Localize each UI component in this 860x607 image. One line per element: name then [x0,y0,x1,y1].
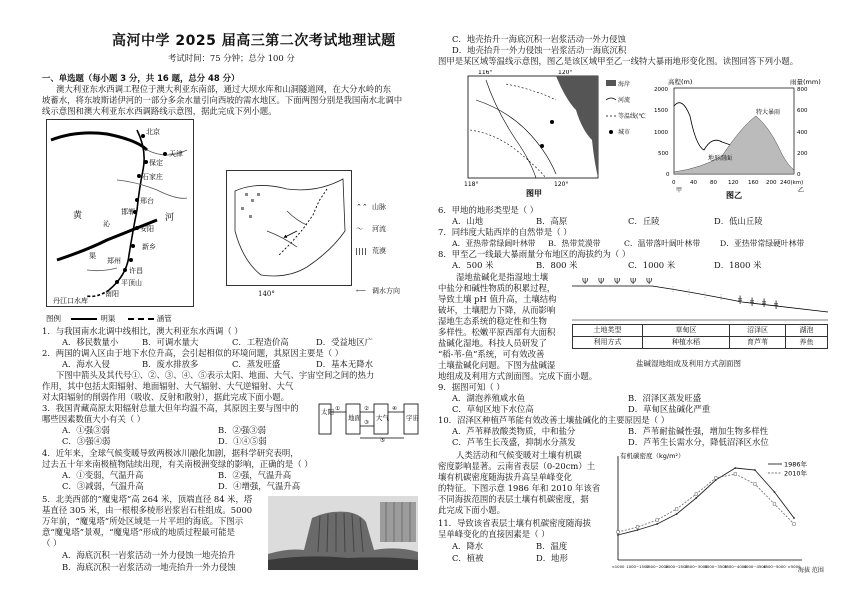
x-tick-label: 1500~2000 [645,564,669,569]
q7-option-d[interactable]: D．亚热带常绿硬叶林带 [720,239,805,248]
q4-option-a[interactable]: A．①变弱，气温升高 [62,470,144,480]
q10-option-c[interactable]: C．芦苇生长茂盛，抑制水分蒸发 [452,437,576,447]
q8-option-c[interactable]: C．1000 米 [628,260,676,270]
svg-text:太阳: 太阳 [321,408,334,416]
q5-option-d[interactable]: D．地壳抬升一外力侵蚀一岩浆活动一海底沉积 [452,45,627,55]
q1-option-c[interactable]: C．工程造价高 [232,337,289,347]
wetland-table: 土地类型 草甸区 沼泽区 湖泡 利用方式 种植水稻 育芦苇 养鱼 [572,324,828,349]
energy-diagram [318,402,422,442]
svg-text:石家庄: 石家庄 [142,173,163,181]
x-axis-label: 海拔 范围 [798,567,824,574]
q11-option-d[interactable]: D．地形 [536,553,568,563]
svg-text:高程(m): 高程(m) [668,78,693,86]
series-line-1 [618,474,794,532]
svg-text:郑州: 郑州 [107,257,121,265]
svg-text:ǂ: ǂ [738,295,743,305]
legend-label: 2010年 [784,469,808,478]
q7-option-a[interactable]: A．亚热带常绿阔叶林带 [452,239,536,248]
q9-option-b[interactable]: B．沼泽区蒸发旺盛 [628,393,702,403]
q1-option-d[interactable]: D．受益地区广 [316,337,373,347]
page-title: 高河中学 2025 届高三第二次考试地理试题 [112,33,396,49]
svg-text:⫶: ⫶ [688,288,690,297]
svg-text:地形剖面: 地形剖面 [708,155,733,162]
svg-text:ǂ: ǂ [774,300,779,310]
svg-text:邢台: 邢台 [140,197,154,205]
question-2: 2．两国的调入区由于地下水位升高，会引起相似的环境问题，其原因主要是（ ） [42,348,344,358]
question-10: 10．沼泽区种植芦苇能有效改善土壤盐碱化的主要原因是（ ） [438,415,670,425]
q8-option-a[interactable]: A．500 米 [452,260,494,270]
svg-text:0: 0 [666,172,670,178]
q8-option-b[interactable]: B．800 米 [536,260,578,270]
soil-carbon-text: 的特征。下图示意 1986 年和 2010 年该省 [438,483,601,493]
svg-text:⑤: ⑤ [380,438,385,442]
question-5-cont: 万年前，“魔鬼塔”所处区域是一片平坦的海底。下图示 [42,516,244,526]
svg-text:Ψ: Ψ [614,277,621,286]
x-tick-label: 3500~4000 [724,564,747,569]
svg-text:保定: 保定 [149,159,163,167]
svg-text:丹江口水库: 丹江口水库 [53,297,88,305]
soil-carbon-text: 此完成下面小题。 [438,505,505,515]
svg-text:Ψ: Ψ [630,277,637,286]
svg-text:40: 40 [690,180,697,186]
q3-option-c[interactable]: C．③强④弱 [62,436,111,446]
svg-text:城市: 城市 [618,129,631,136]
wetland-text: “稻-苇-鱼”系统，可有效改善 [438,349,545,359]
svg-text:800: 800 [797,87,808,93]
data-point [695,497,697,499]
svg-text:200: 200 [797,151,808,157]
data-point [793,517,795,519]
data-point [734,473,737,476]
q10-option-a[interactable]: A．芦苇释放酸类物质，中和盐分 [452,426,576,436]
svg-text:Ψ: Ψ [646,277,653,286]
x-tick-label: 2000~2500 [665,564,688,569]
svg-text:1500: 1500 [654,108,668,114]
svg-text:许昌: 许昌 [129,267,143,275]
energy-intro: 对太阳辐射的削弱作用（吸收、反射和散射），据此完成下面小题。 [42,392,290,402]
data-point [754,483,757,486]
question-3-cont: 哪些因素数值大小有关（ ） [42,414,146,424]
svg-text:120°: 120° [554,181,569,188]
q5-option-c[interactable]: C．地壳抬升一海底沉积一岩浆活动一外力侵蚀 [452,34,626,44]
question-4: 4．近年来，全球气候变暖导致两极冰川融化加剧，据科学研究表明， [42,448,299,458]
svg-text:海岸: 海岸 [618,81,631,88]
q2-option-c[interactable]: C．蒸发旺盛 [232,359,281,369]
svg-text:黄: 黄 [73,211,83,221]
svg-text:120: 120 [728,180,739,186]
svg-text:③: ③ [364,420,369,426]
question-5-cont: 基直径 305 米，由一根根多棱形岩浆岩石柱组成。5000 [42,505,253,515]
svg-text:渠: 渠 [89,252,96,260]
svg-text:⫶: ⫶ [704,291,706,300]
q5-option-a[interactable]: A．海底沉积一岩浆活动一外力侵蚀一地壳抬升 [62,550,236,560]
wetland-text: 多样性。松嫩平原西部有大面积 [438,327,556,337]
x-tick-label: 1000~1500 [626,564,649,569]
svg-text:②: ② [364,406,369,412]
q11-option-c[interactable]: C．植被 [452,553,484,563]
data-point [636,526,639,529]
q10-option-b[interactable]: B．芦苇耐盐碱性强，增加生物多样性 [628,426,769,436]
wetland-text: 地组成及利用方式剖面图。完成下面小题。 [438,371,598,381]
svg-text:雨量(mm): 雨量(mm) [790,78,821,86]
data-point [656,519,659,522]
section-heading: 一、单选题（每小题 3 分，共 16 题，总分 48 分） [42,73,240,83]
q2-option-d[interactable]: D．基本无降水 [316,359,373,369]
question-7: 7．同纬度大陆西岸的自然带是（ ） [438,227,572,237]
legend-label: 1986年 [784,460,808,469]
q11-option-b[interactable]: B．温度 [536,541,568,551]
svg-text:80: 80 [710,180,717,186]
question-5: 5．北美西部的“魔鬼塔”高 264 米，顶端直径 84 米，塔 [42,494,253,504]
svg-text:240(km): 240(km) [780,180,804,186]
data-point [734,467,736,469]
question-9: 9．据图可知（ ） [438,382,505,392]
svg-text:0: 0 [797,172,801,178]
q7-option-b[interactable]: B．热带荒漠带 [548,239,601,248]
svg-text:400: 400 [797,130,808,136]
question-3: 3．我国青藏高原太阳辐射总量大但年均温不高，其原因主要与图中的 [42,403,299,413]
x-tick-label: 2500~3000 [684,564,708,569]
svg-text:⫶: ⫶ [672,285,674,294]
question-5-cont: （ ） [42,538,62,548]
isotherm-map-jia [456,70,646,198]
svg-text:新乡: 新乡 [142,243,156,251]
q3-option-a[interactable]: A．①强③弱 [62,425,110,435]
question-1: 1．与我国南水北调中线相比，澳大利亚东水西调（ ） [42,326,243,336]
china-water-transfer-map [46,119,194,307]
x-tick-label: 3000~3500 [704,564,728,569]
wetland-caption: 盐碱湿地组成及利用方式剖面图 [636,359,741,368]
wetland-text: 土壤盐碱化问题。下图为盐碱湿 [438,360,556,370]
q2-option-a[interactable]: A．海水入侵 [62,359,110,369]
q7-option-c[interactable]: C．温带落叶阔叶林带 [624,239,701,248]
q4-option-b[interactable]: B．②强，气温升高 [218,470,292,480]
svg-text:600: 600 [797,108,808,114]
q3-option-b[interactable]: B．②强③弱 [218,425,267,435]
y-axis-label: 有机碳密度（kg/m²） [620,452,685,460]
fig-intro: 图甲是某区域等温线示意图，图乙是该区域甲至乙一线特大暴雨地形变化图。读图回答下列小题。 [438,56,799,66]
q11-option-a[interactable]: A．降水 [452,541,484,551]
question-4-cont: 过去五十年来南极植物陆续出现，有关南极洲变绿的影响，正确的是（ ） [42,459,313,469]
data-point [617,534,619,536]
energy-intro: 下图中箭头及其代号①、②、③、④、⑤表示太阳、地面、大气、宇宙空间之间的热力 [56,370,375,380]
australia-map [226,170,352,286]
terrain-rainfall-profile-yi [652,76,828,200]
q6-option-b[interactable]: B．高原 [536,216,568,226]
svg-text:宇宙: 宇宙 [406,414,419,422]
svg-text:平顶山: 平顶山 [121,279,142,287]
q10-option-d[interactable]: D．芦苇生长需水分，降低沼泽区水位 [628,437,769,447]
q3-option-d[interactable]: D．①④⑤弱 [218,436,267,446]
x-tick-label: 4500~5000 [763,564,786,569]
soil-carbon-text: 人类活动和气候变暖对土壤有机碳 [456,450,582,460]
svg-text:200: 200 [766,180,777,186]
svg-text:④: ④ [392,406,397,412]
wetland-text: 导致土壤 pH 值升高，土壤结构 [438,294,557,304]
data-point [637,529,639,531]
city-label: 北京 [146,128,160,136]
svg-text:地面: 地面 [348,414,361,422]
q1-option-a[interactable]: A．移民数量小 [62,337,119,347]
soil-carbon-text: 壤有机碳密度随海拔升高呈单峰变化 [438,472,572,482]
x-tick-label: >5000 [787,564,801,569]
svg-text:图乙: 图乙 [726,191,742,200]
svg-text:0: 0 [672,180,676,186]
svg-text:Ψ: Ψ [598,277,605,286]
data-point [773,503,776,506]
svg-text:120°: 120° [558,70,573,76]
wetland-text: 中盐分和碱性物质的积累过程， [438,283,556,293]
q5-option-b[interactable]: B．海底沉积一岩浆活动一地壳抬升一外力侵蚀 [62,562,236,572]
svg-text:乙: 乙 [798,187,805,194]
svg-text:①: ① [335,406,340,412]
svg-text:安阳: 安阳 [140,225,154,233]
svg-text:河流: 河流 [618,97,631,104]
q9-option-d[interactable]: D．草甸区盐碱化严重 [628,404,711,414]
svg-text:特大暴雨: 特大暴雨 [756,109,781,116]
data-point [774,491,776,493]
x-tick-label: 4000~4500 [743,564,767,569]
q9-option-c[interactable]: C．草甸区地下水位高 [452,404,534,414]
q1-option-b[interactable]: B．可调水量大 [142,337,199,347]
energy-intro: 作用，其中包括太阳辐射、地面辐射、大气辐射、大气逆辐射、大气 [42,381,294,391]
svg-text:160: 160 [748,180,759,186]
svg-text:1000: 1000 [654,130,668,136]
data-point [676,513,678,515]
data-point [656,523,658,525]
svg-text:等温线(℃): 等温线(℃) [618,113,646,120]
q8-option-d[interactable]: D．1800 米 [714,260,762,270]
map1-legend: 图例 明渠 涵管 [46,314,172,323]
x-tick-label: <1000 [611,564,625,569]
svg-text:沁: 沁 [103,220,110,228]
question-8: 8．甲至乙一线最大暴雨量分布地区的海拔约为（ ） [438,249,631,259]
map2-legend: ⌃⌃ 山脉 〜 河流 荒漠 ⟵ 调水方向 [356,203,400,295]
svg-text:天津: 天津 [169,150,183,158]
svg-text:邯郸: 邯郸 [121,208,135,216]
wetland-text: 盐碱化湿地。科技人员研发了 [438,338,547,348]
wetland-text: 湿地生态系统的稳定性和生物 [438,316,547,326]
intro-line: 坡蓄水，将东坡斯诺伊河的一部分多余水量引向西坡的需水地区。下面两图分别是我国南水北调中 [42,95,403,105]
q6-option-c[interactable]: C．丘陵 [628,216,660,226]
svg-text:118°: 118° [464,181,479,188]
question-11-cont: 呈单峰变化的直接因素是（ ） [438,529,550,539]
svg-text:ǂ: ǂ [750,297,755,307]
data-point [695,493,698,496]
svg-text:甲: 甲 [676,187,683,194]
series-line-0 [618,468,794,535]
data-point [754,469,756,471]
soil-carbon-chart [604,448,830,578]
svg-text:⫶: ⫶ [720,293,722,302]
svg-text:ǂ: ǂ [762,298,767,308]
data-point [714,477,717,480]
wetland-text: 破坏，土壤肥力下降，从而影响 [438,305,556,315]
svg-text:Ψ: Ψ [582,277,589,286]
q2-option-b[interactable]: B．废水排放多 [142,359,199,369]
data-point [793,523,796,526]
data-point [675,508,678,511]
q9-option-a[interactable]: A．湖泡养殖咸水鱼 [452,393,526,403]
q6-option-d[interactable]: D．低山丘陵 [714,216,763,226]
soil-carbon-text: 密度影响显著。云南省表层（0-20cm）土 [438,461,596,471]
svg-text:南阳: 南阳 [105,290,119,298]
svg-text:河: 河 [165,213,175,223]
q4-option-c[interactable]: C．③减弱，气温升高 [62,481,144,491]
question-11: 11．导致该省表层土壤有机碳密度随海拔 [438,518,592,528]
svg-text:大气: 大气 [376,414,389,422]
longitude-label: 140° [258,290,275,298]
data-point [617,531,620,534]
question-5-cont: 意“魔鬼塔”景观，“魔鬼塔”形成的地质过程最可能是 [42,527,235,537]
intro-line: 澳大利亚东水西调工程位于澳大利亚东南部，通过大坝水库和山洞隧道网，在大分水岭的东 [56,84,391,94]
svg-text:2000: 2000 [654,87,668,93]
question-6: 6．甲地的地形类型是（ ） [438,205,539,215]
exam-info: 考试时间：75 分钟；总分 100 分 [168,53,295,63]
wetland-text: 湿地盐碱化是指湿地土壤 [456,272,549,282]
svg-text:116°: 116° [478,70,493,76]
intro-line: 线示意图和澳大利亚东水西调路线示意图，据此完成下列小题。 [42,106,277,116]
svg-text:图甲: 图甲 [526,189,542,198]
q6-option-a[interactable]: A．山地 [452,216,484,226]
devils-tower-photo [268,496,418,570]
svg-text:500: 500 [658,151,669,157]
soil-carbon-text: 不同海拔范围的表层土壤有机碳密度，据 [438,494,589,504]
wetland-profile-figure [572,272,828,328]
q4-option-d[interactable]: D．④增强，气温升高 [218,481,301,491]
